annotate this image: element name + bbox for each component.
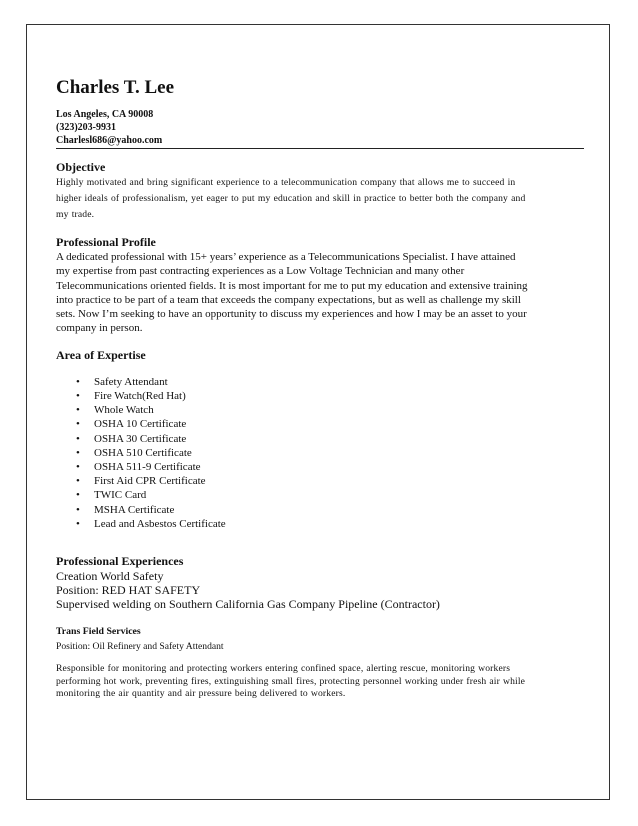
profile-line: into practice to be part of a team that exceeds the company expectations, but as well as challenge my skill xyxy=(56,293,521,306)
bullet-icon: • xyxy=(76,389,80,402)
objective-line: Highly motivated and bring significant experience to a telecommunication company that allows me to succeed in xyxy=(56,177,516,188)
experience-description xyxy=(56,663,584,701)
expertise-item-label: First Aid CPR Certificate xyxy=(94,475,206,488)
expertise-item-label: TWIC Card xyxy=(94,489,147,502)
profile-line: sets. Now I’m seeking to have an opportunity to discuss my experiences and how I may be an asset to your xyxy=(56,308,527,321)
profile-heading: Professional Profile xyxy=(56,235,156,249)
expertise-item xyxy=(76,503,584,517)
profile-line: A dedicated professional with 15+ years’ experience as a Telecommunications Specialist. I have attained xyxy=(56,251,516,263)
objective-section xyxy=(56,160,584,223)
bullet-icon: • xyxy=(76,503,80,516)
resume-page xyxy=(26,24,610,800)
description-line: Responsible for monitoring and protecting workers entering confined space, alerting rescue, monitoring workers xyxy=(56,663,511,675)
expertise-item-label: Whole Watch xyxy=(94,404,154,417)
expertise-item-label: OSHA 10 Certificate xyxy=(94,418,187,431)
bullet-icon: • xyxy=(76,418,80,431)
expertise-section xyxy=(56,348,584,531)
objective-line: my trade. xyxy=(56,209,95,220)
contact-location: Los Angeles, CA 90008 xyxy=(56,109,154,120)
profile-line: company in person. xyxy=(56,322,143,335)
resume-content xyxy=(56,77,584,701)
expertise-item-label: OSHA 510 Certificate xyxy=(94,446,192,459)
description-line: performing hot work, preventing fires, extinguishing small fires, protecting personnel working under fresh air while xyxy=(56,675,526,687)
experience-entry xyxy=(56,625,584,701)
expertise-item xyxy=(76,517,584,531)
expertise-heading: Area of Expertise xyxy=(56,347,146,362)
profile-line: my expertise from past contracting experiences as a Low Voltage Technician and many other xyxy=(56,265,465,278)
position-title: Position: RED HAT SAFETY xyxy=(56,583,201,598)
bullet-icon: • xyxy=(76,475,80,488)
expertise-item-label: OSHA 511-9 Certificate xyxy=(94,461,201,473)
bullet-icon: • xyxy=(76,461,80,473)
profile-section xyxy=(56,235,584,336)
expertise-item-label: Safety Attendant xyxy=(94,375,168,388)
candidate-name: Charles T. Lee xyxy=(56,77,175,98)
description-line: monitoring the air quantity and air pressure being delivered to workers. xyxy=(56,688,346,700)
company-name: Creation World Safety xyxy=(56,569,164,584)
position-title: Position: Oil Refinery and Safety Attendant xyxy=(56,641,224,653)
contact-block xyxy=(56,108,584,149)
contact-phone: (323)203-9931 xyxy=(56,122,116,133)
expertise-item xyxy=(76,474,584,488)
bullet-icon: • xyxy=(76,489,80,502)
experiences-section xyxy=(56,554,584,701)
bullet-icon: • xyxy=(76,375,80,388)
experiences-heading: Professional Experiences xyxy=(56,554,184,569)
expertise-item-label: Fire Watch(Red Hat) xyxy=(94,389,186,402)
profile-text xyxy=(56,250,584,336)
bullet-icon: • xyxy=(76,432,80,445)
expertise-item xyxy=(76,488,584,502)
expertise-item-label: MSHA Certificate xyxy=(94,503,175,516)
expertise-item xyxy=(76,460,584,474)
bullet-icon: • xyxy=(76,517,80,530)
profile-line: Telecommunications oriented fields. It is most important for me to put my education and extensive training xyxy=(56,279,528,292)
expertise-item xyxy=(76,417,584,431)
objective-heading: Objective xyxy=(56,160,106,174)
expertise-item xyxy=(76,446,584,460)
expertise-item xyxy=(76,403,584,417)
bullet-icon: • xyxy=(76,446,80,459)
expertise-item xyxy=(76,389,584,403)
company-name: Trans Field Services xyxy=(56,626,141,638)
objective-line: higher ideals of professionalism, yet eager to put my education and skill in practice to better both the company and xyxy=(56,193,526,204)
expertise-list xyxy=(56,375,584,531)
contact-email: Charlesl686@yahoo.com xyxy=(56,135,163,146)
objective-text xyxy=(56,175,584,223)
experience-summary: Supervised welding on Southern California Gas Company Pipeline (Contractor) xyxy=(56,597,440,612)
expertise-item xyxy=(76,375,584,389)
bullet-icon: • xyxy=(76,404,80,417)
expertise-item-label: OSHA 30 Certificate xyxy=(94,432,187,445)
expertise-item xyxy=(76,432,584,446)
expertise-item-label: Lead and Asbestos Certificate xyxy=(94,517,226,530)
